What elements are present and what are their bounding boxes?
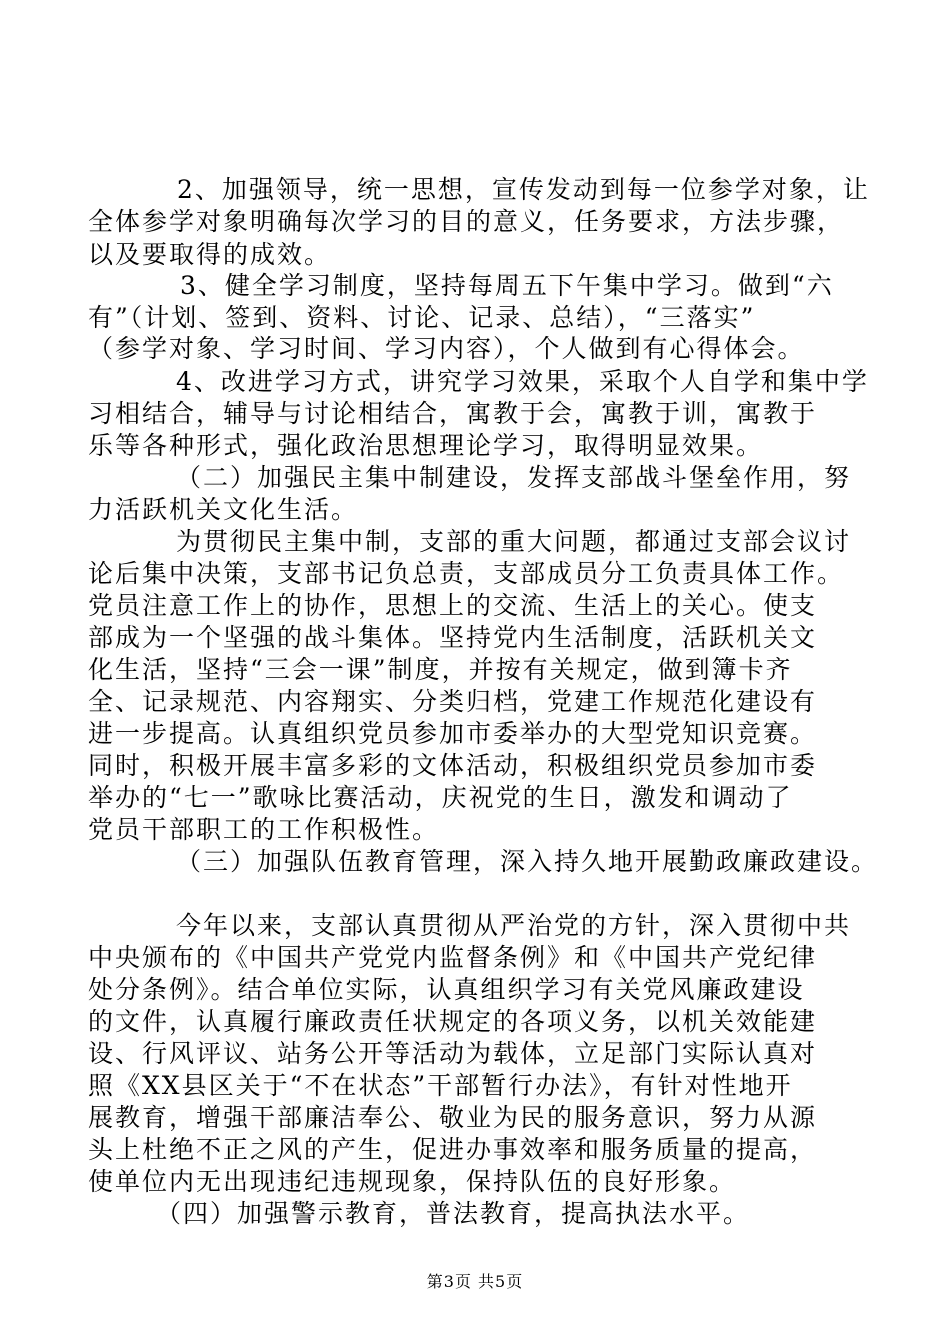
text-line: 照《XX县区关于“不在状态”干部暂行办法》，有针对性地开 [88,1071,793,1100]
text-line: 部成为一个坚强的战斗集体。坚持党内生活制度，活跃机关文 [88,623,818,652]
text-line: 的文件，认真履行廉政责任状规定的各项义务，以机关效能建 [88,1007,818,1036]
text-line: 使单位内无出现违纪违规现象，保持队伍的良好形象。 [88,1167,737,1196]
text-line: 2、加强领导，统一思想，宣传发动到每一位参学对象，让 [177,175,870,204]
text-line: 展教育，增强干部廉洁奉公、敬业为民的服务意识，努力从源 [88,1103,818,1132]
text-line: 中央颁布的《中国共产党党内监督条例》和《中国共产党纪律 [88,943,818,972]
text-line: 有”（计划、签到、资料、讨论、记录、总结），“三落实” [88,303,756,332]
text-line: 设、行风评议、站务公开等活动为载体，立足部门实际认真对 [88,1039,818,1068]
text-line: 化生活，坚持“三会一课”制度，并按有关规定，做到簿卡齐 [88,655,793,684]
text-line: 全、记录规范、内容翔实、分类归档，党建工作规范化建设有 [88,687,818,716]
text-line: 4、改进学习方式，讲究学习效果，采取个人自学和集中学 [176,367,869,396]
text-line: 以及要取得的成效。 [88,240,332,269]
text-line: 全体参学对象明确每次学习的目的意义，任务要求，方法步骤， [88,207,845,236]
text-line: 进一步提高。认真组织党员参加市委举办的大型党知识竞赛。 [88,719,818,748]
text-line: 同时，积极开展丰富多彩的文体活动，积极组织党员参加市委 [88,751,818,780]
text-line: （二）加强民主集中制建设，发挥支部战斗堡垒作用，努 [176,463,852,492]
page-number: 第3页 共5页 [426,1272,524,1291]
text-line: 力活跃机关文化生活。 [88,495,359,524]
text-line: 乐等各种形式，强化政治思想理论学习，取得明显效果。 [88,431,764,460]
text-line: 论后集中决策，支部书记负总责，支部成员分工负责具体工作。 [88,559,845,588]
text-line: 今年以来，支部认真贯彻从严治党的方针，深入贯彻中共 [176,911,852,940]
text-line: 党员干部职工的工作积极性。 [88,815,440,844]
text-line: 头上杜绝不正之风的产生，促进办事效率和服务质量的提高， [88,1135,818,1164]
text-line: 党员注意工作上的协作，思想上的交流、生活上的关心。使支 [88,591,818,620]
text-line: 为贯彻民主集中制，支部的重大问题，都通过支部会议讨 [176,527,852,556]
text-line: 3、健全学习制度，坚持每周五下午集中学习。做到“六 [180,271,834,300]
text-line: 举办的“七一”歌咏比赛活动，庆祝党的生日，激发和调动了 [88,783,793,812]
text-line: 处分条例》。结合单位实际，认真组织学习有关党风廉政建设 [88,975,805,1004]
text-line: 习相结合，辅导与讨论相结合，寓教于会，寓教于训，寓教于 [88,399,818,428]
text-line: （参学对象、学习时间、学习内容），个人做到有心得体会。 [88,334,805,363]
text-line: （三）加强队伍教育管理，深入持久地开展勤政廉政建设。 [176,847,879,876]
text-line: （四）加强警示教育，普法教育，提高执法水平。 [156,1199,751,1228]
